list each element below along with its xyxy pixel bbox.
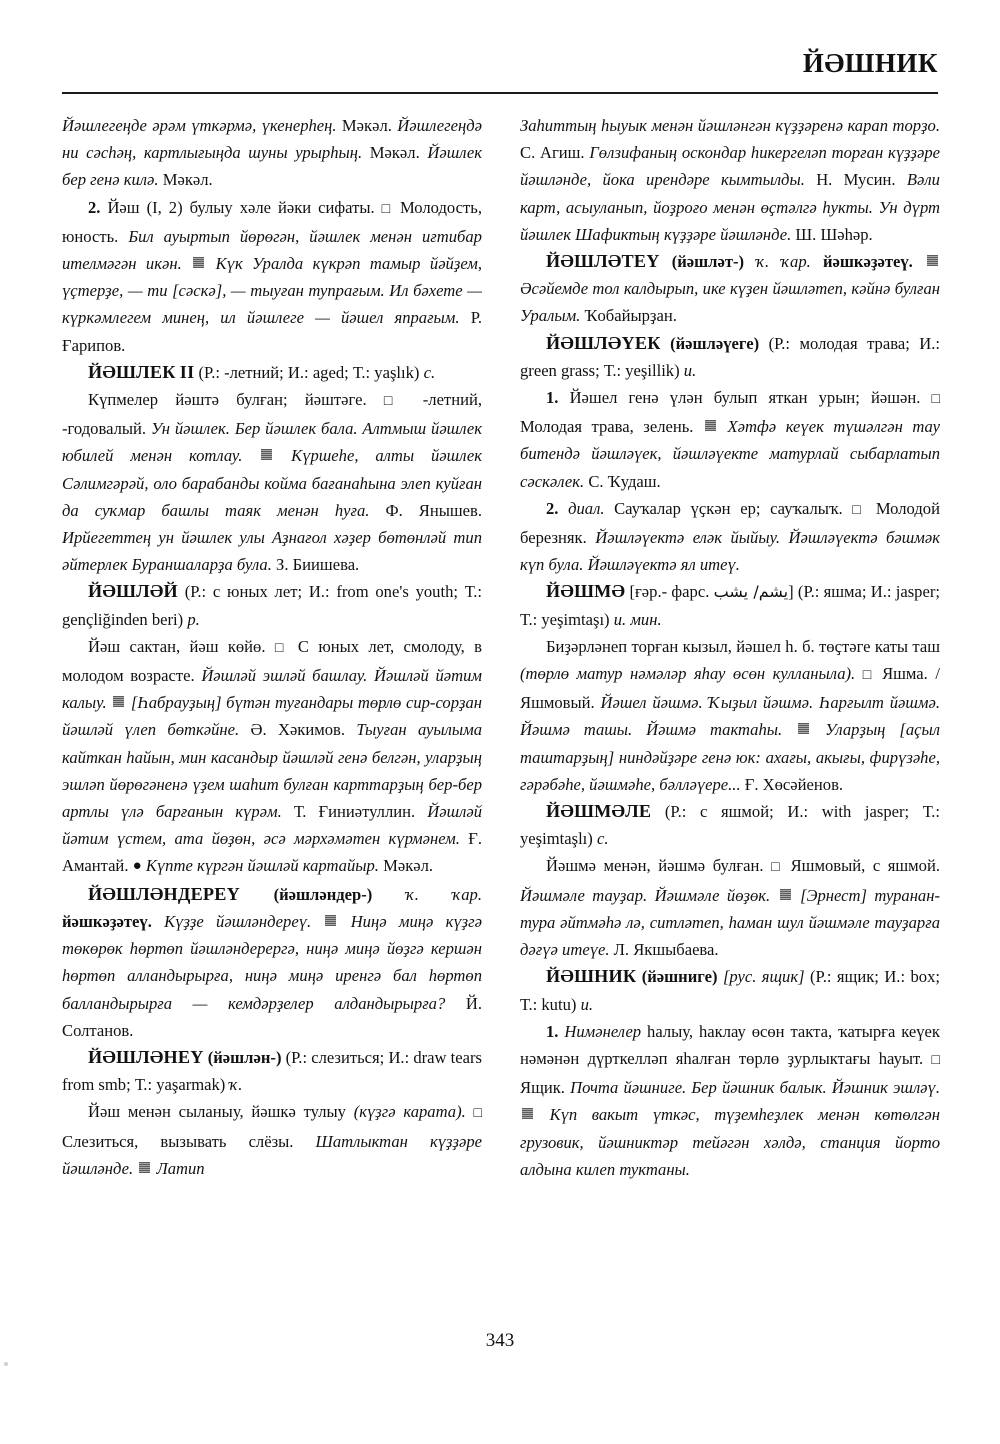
headword: ЙӘШЛӘҮЕК bbox=[546, 332, 661, 353]
stem-form: (йәшниге) bbox=[641, 967, 718, 987]
filled-square-icon bbox=[139, 1162, 150, 1173]
quotation-text: Күршеһе, алты йәшлек Сәлимгәрәй, оло барабанды койма бағанаһына элеп куйған да суҡмар башлы таяк менән һуға. bbox=[62, 446, 482, 520]
quotation-author: Р. Ғарипов. bbox=[62, 308, 482, 355]
sense-definition-russian: Молодая трава, зелень. bbox=[520, 417, 694, 437]
entry-headword-line bbox=[520, 578, 940, 632]
stem-form: (йәшлән-) bbox=[207, 1047, 282, 1067]
part-of-speech: ҡ. bbox=[229, 1075, 243, 1095]
filled-square-icon bbox=[193, 257, 204, 268]
part-of-speech: и. bbox=[683, 360, 697, 380]
sense-block bbox=[520, 1018, 940, 1183]
translation-gloss: (Р.: ящик; И.: box; Т.: kutu) bbox=[520, 967, 941, 1014]
headword: ЙӘШМӘ bbox=[546, 581, 626, 602]
entry-headword-line bbox=[520, 963, 940, 1017]
quotation-continues: Латип bbox=[156, 1158, 205, 1178]
stem-form: (йәшләүеге) bbox=[670, 333, 760, 353]
example-text: Йәшмәле тауҙар. Йәшмәле йөҙөк. bbox=[520, 885, 771, 905]
stem-form: (йәшләндер-) bbox=[273, 884, 373, 904]
quotation-text: Күп вакыт үткәс, түҙемһеҙлек менән көтөлгән грузовик, йәшниктәр тейәгән хәлдә, станция йорто алдына килеп туктаны. bbox=[520, 1105, 940, 1179]
proverb-text: Йәшлегеңдә ни сәсһәң, картлығыңда шуны урырһың. bbox=[62, 116, 482, 163]
sense-number: 1. bbox=[546, 388, 559, 408]
headword: ЙӘШЛӘНЕҮ bbox=[88, 1046, 204, 1067]
continued-entry-proverbs bbox=[62, 112, 482, 194]
open-square-icon: □ bbox=[274, 640, 289, 656]
sense-number: 2. bbox=[88, 197, 101, 217]
quotation-text: Хәтфә кеүек түшәлгән тау битендә йәшләүек, йәшләүекте матурлай сыбарлатып сәскәлек. bbox=[520, 417, 941, 491]
definition-bashkir: Йәш сактан, йәш көйө. bbox=[88, 636, 266, 656]
definition-russian: Яшмовый, с яшмой. bbox=[790, 856, 940, 876]
etymology-open: [ғәр.- фарс. bbox=[629, 582, 710, 602]
running-head: ЙӘШНИК bbox=[802, 48, 938, 78]
proverb-source: Мәкәл. bbox=[162, 170, 213, 190]
example-text: Йәшел йәшмә. Ҡыҙыл йәшмә. Һарғылт йәшмә. Йәшмә ташы. Йәшмә тактаһы. bbox=[520, 693, 940, 740]
open-square-icon: □ bbox=[931, 1052, 940, 1068]
quotation-text: Заһиттың һыуык менән йәшләнгән күҙҙәренә карап торҙо. bbox=[520, 116, 940, 135]
entry-headword-line bbox=[62, 1044, 482, 1098]
sense-definition-russian: Молодой березняк. bbox=[520, 498, 940, 548]
entry-headword-line bbox=[520, 330, 940, 384]
quotation-author: Л. Якшыбаева. bbox=[613, 940, 719, 960]
open-square-icon: □ bbox=[931, 392, 940, 408]
translation-gloss: (Р.: с яшмой; И.: with jasper; Т.: yeşimtaşlı) bbox=[520, 802, 940, 849]
right-column bbox=[520, 112, 940, 1302]
sense-block bbox=[62, 194, 482, 359]
open-square-icon: □ bbox=[852, 502, 867, 518]
entry-body bbox=[62, 633, 482, 881]
headword: ЙӘШЛӘТЕҮ bbox=[546, 251, 660, 272]
filled-square-icon bbox=[780, 889, 791, 900]
cross-reference: йәшкәҙәтеү. bbox=[62, 911, 152, 931]
quotation-author: Ф. Янышев. bbox=[385, 500, 482, 520]
headword: ЙӘШМӘЛЕ bbox=[546, 801, 652, 822]
quotation-text: [Эрнест] туранан-тура әйтмәһә лә, ситләтеп, һаман шул йәшмәле тауҙарға дәғүә итеүе. bbox=[520, 885, 940, 960]
filled-square-icon bbox=[325, 915, 336, 926]
scan-edge-mark bbox=[4, 1362, 8, 1366]
sense-definition-bashkir: һалыу, һаклау өсөн такта, ҡатырға кеүек нәмәнән дүрткелләп яһалған төрлө ҙурлыктағы һауыт. bbox=[520, 1021, 940, 1068]
translation-gloss: (Р.: -летний; И.: aged; Т.: yaşlık) bbox=[198, 362, 420, 382]
definition-bashkir: Күпмелер йәштә булған; йәштәге. bbox=[88, 390, 367, 410]
quotation-author: Ш. Шәһәр. bbox=[795, 224, 873, 244]
definition-russian: Слезиться, вызывать слёзы. bbox=[62, 1131, 294, 1151]
quotation-text: Әсәйемде тол калдырып, ике күҙен йәшләтеп, кәйнә булған Уралым. bbox=[520, 279, 940, 326]
open-square-icon: □ bbox=[473, 1106, 482, 1122]
filled-square-icon bbox=[927, 255, 938, 266]
entry-headword-line bbox=[62, 359, 482, 386]
filled-square-icon bbox=[522, 1108, 533, 1119]
entry-headword-line bbox=[62, 578, 482, 632]
definition-lead-italic: Нимәнелер bbox=[564, 1021, 642, 1041]
proverb-text: Йәшлегеңде әрәм үткәрмә, үкенерһең. bbox=[62, 116, 337, 135]
two-column-body bbox=[62, 112, 940, 1302]
entry-body bbox=[62, 386, 482, 578]
sense-definition-bashkir: Йәш (I, 2) булыу хәле йәки сифаты. bbox=[107, 197, 375, 217]
translation-gloss: (Р.: слезиться; И.: draw tears from smb; Т.: yaşarmak) bbox=[62, 1047, 482, 1095]
quotation-author: Ғ. Амантай. bbox=[62, 829, 482, 876]
quotation-text: Вәли карт, асыуланып, йоҙроғо менән өҫтәлгә һукты. Ун дүрт йәшлек Шафиктың күҙҙәре йәшләнде. bbox=[520, 170, 940, 244]
quotation-author: Ә. Хәкимов. bbox=[250, 720, 346, 740]
quotation-text: Күк Уралда күкрәп тамыр йәйҙем, үҫтерҙе, — ти [сәскә], — тыуған тупрағым. Ил бәхете — күркәмлегем минең, ил йәшлеге — йәшел япрағым. bbox=[62, 254, 483, 328]
sense-block bbox=[520, 384, 940, 495]
example-text: Күҙҙе йәшләндереү. bbox=[164, 911, 312, 931]
sense-definition-bashkir: Сауҡалар үҫкән ер; сауҡалыҡ. bbox=[614, 498, 843, 518]
header-rule bbox=[62, 92, 938, 94]
headword: ЙӘШЛЕК bbox=[88, 361, 176, 382]
headword: ЙӘШЛӘЙ bbox=[88, 581, 178, 602]
quotation-author: С. Ҡудаш. bbox=[588, 471, 661, 491]
open-square-icon: □ bbox=[862, 668, 875, 684]
definition-russian: Яшма. / Яшмовый. bbox=[520, 664, 940, 713]
quotation-text: Ирйегеттең ун йәшлек улы Аҙнағол хәҙер бөтөнләй тип әйтерлек Бураншаларҙа була. bbox=[62, 528, 482, 575]
homograph-numeral: II bbox=[179, 361, 195, 382]
proverb-source: Мәкәл. bbox=[383, 856, 434, 876]
proverb-source: Мәкәл. bbox=[341, 116, 392, 135]
example-text: Шатлыктан күҙҙәре йәшләнде. bbox=[62, 1131, 482, 1178]
etymology-close: ] bbox=[788, 582, 794, 602]
continued-entry-quotations bbox=[520, 112, 940, 248]
proverb-source: Мәкәл. bbox=[369, 143, 420, 163]
definition-bashkir: Йәшмә менән, йәшмә булған. bbox=[546, 856, 764, 876]
bullet-icon: ● bbox=[132, 858, 142, 875]
example-text: Йәшләй эшләй башлау. Йәшләй йәтим калыу. bbox=[62, 666, 482, 713]
filled-square-icon bbox=[705, 420, 716, 431]
open-square-icon: □ bbox=[383, 394, 406, 410]
translation-gloss: (Р.: с юных лет; И.: from one's youth; Т.: gençliğinden beri) bbox=[62, 582, 482, 629]
cross-reference: йәшкәҙәтеү. bbox=[822, 252, 913, 272]
sense-definition-bashkir: Йәшел генә үлән булып яткан урын; йәшән. bbox=[569, 388, 921, 408]
example-text: Йәшләүектә еләк йыйыу. Йәшләүектә бәшмәк күп була. Йәшләүектә ял итеү. bbox=[520, 528, 940, 575]
headword: ЙӘШЛӘНДЕРЕҮ bbox=[88, 883, 240, 904]
entry-body bbox=[520, 633, 940, 798]
left-column bbox=[62, 112, 482, 1302]
part-of-speech: ҡ. ҡар. bbox=[756, 252, 811, 272]
entry-body bbox=[62, 1098, 482, 1182]
example-text: Ун йәшлек. Бер йәшлек бала. Алтмыш йәшлек юбилей менән котлау. bbox=[62, 419, 482, 466]
entry-body bbox=[520, 852, 940, 963]
definition-qualifier: (күҙгә карата). bbox=[353, 1102, 466, 1122]
example-text: Бил ауыртып йөрөгән, йәшлек менән иғтибар ителмәгән икән. bbox=[62, 226, 482, 274]
part-of-speech: и. мин. bbox=[613, 609, 662, 629]
usage-label: диал. bbox=[568, 498, 605, 518]
filled-square-icon bbox=[113, 696, 124, 707]
part-of-speech: с. bbox=[596, 829, 609, 849]
quotation-author: Н. Мусин. bbox=[816, 170, 896, 190]
entry-block bbox=[520, 248, 940, 330]
proverb-text: Күпте күргән йәшләй картайыр. bbox=[145, 856, 379, 876]
translation-gloss: (Р.: яшма; И.: jasper; Т.: yeşimtaşı) bbox=[520, 582, 940, 629]
sense-definition-russian: Молодость, юность. bbox=[62, 197, 482, 246]
etymology-arabic-script: يشم/ يشب bbox=[713, 582, 789, 602]
sense-number: 2. bbox=[546, 498, 559, 518]
quotation-text: Ниңә миңә күҙгә төкөрөк һөртөп йәшләндерергә, ниңә миңә йөҙгә кершән һөртөп алландырырға, ниңә миңә иренгә бал һөртөп балландырырға — кемдәрҙелер алдандырырға? bbox=[62, 911, 482, 1013]
quotation-text: Гөлзифаның оскондар һикергеләп торған күҙҙәре йәшләнде, йока ирендәре кымтылды. bbox=[520, 143, 940, 190]
part-of-speech: р. bbox=[187, 609, 200, 629]
stem-form: (йәшләт-) bbox=[671, 252, 745, 272]
translation-gloss: (Р.: молодая трава; И.: green grass; Т.: yeşillik) bbox=[520, 333, 941, 380]
page-number: 343 bbox=[485, 1330, 515, 1351]
open-square-icon: □ bbox=[381, 201, 393, 217]
definition-bashkir: Йәш менән сыланыу, йәшкә тулыу bbox=[88, 1102, 346, 1122]
quotation-text: Тыуған ауылыма кайткан һайын, мин касандыр йәшләй генә белгән, уларҙың эшләп йөрөгәненә үҙем шаһит булған карттарҙың бер-бер артлы үлә барғанын күрәм. bbox=[62, 720, 482, 822]
open-square-icon: □ bbox=[771, 860, 784, 876]
quotation-author: Т. Ғиниәтуллин. bbox=[293, 802, 416, 822]
filled-square-icon bbox=[261, 449, 272, 460]
quotation-author: С. Агиш. bbox=[520, 143, 585, 163]
etymology: [рус. ящик] bbox=[722, 967, 805, 987]
quotation-author: Ҡобайырҙан. bbox=[584, 306, 677, 326]
entry-headword-line bbox=[520, 798, 940, 852]
definition-qualifier: (төрлө матур нәмәләр яһау өсөн кулланыла). bbox=[520, 664, 856, 684]
proverb-text: Йәшлек бер генә килә. bbox=[62, 143, 482, 190]
sense-definition-russian: Ящик. bbox=[520, 1078, 565, 1098]
quotation-text: Уларҙың [açыл таштарҙың] ниндәйҙәре генә юк: ахағы, акығы, фирүзәһе, гәрәбәһе, йәшмәһе, бәлләүере... bbox=[520, 720, 940, 794]
definition-russian: С юных лет, смолоду, в молодом возрасте. bbox=[62, 636, 482, 686]
part-of-speech: с. bbox=[423, 362, 436, 382]
quotation-text: Йәшләй йәтим үстем, ата йөҙөн, әсә мәрхәмәтен күрмәнем. bbox=[62, 802, 482, 849]
quotation-author: Й. Солтанов. bbox=[62, 993, 482, 1040]
example-text: Почта йәшниге. Бер йәшник балык. Йәшник эшләү. bbox=[570, 1078, 940, 1098]
sense-block bbox=[520, 495, 940, 579]
quotation-author: З. Биишева. bbox=[276, 555, 360, 575]
part-of-speech: ҡ. ҡар. bbox=[405, 884, 482, 904]
part-of-speech: и. bbox=[580, 994, 594, 1014]
quotation-author: Ғ. Хөсәйенов. bbox=[744, 774, 844, 794]
headword: ЙӘШНИК bbox=[546, 966, 637, 987]
definition-bashkir: Биҙәрләнеп торған кызыл, йәшел һ. б. төҫтәге каты таш bbox=[546, 636, 940, 656]
definition-russian: -летний, -годовалый. bbox=[62, 390, 482, 439]
sense-number: 1. bbox=[546, 1021, 559, 1041]
quotation-text: [Һабрауҙың] бүтән туғандары төрлө сир-сорҙан йәшләй үлеп бөткәйне. bbox=[62, 693, 482, 740]
entry-block bbox=[62, 881, 482, 1044]
filled-square-icon bbox=[798, 723, 809, 734]
